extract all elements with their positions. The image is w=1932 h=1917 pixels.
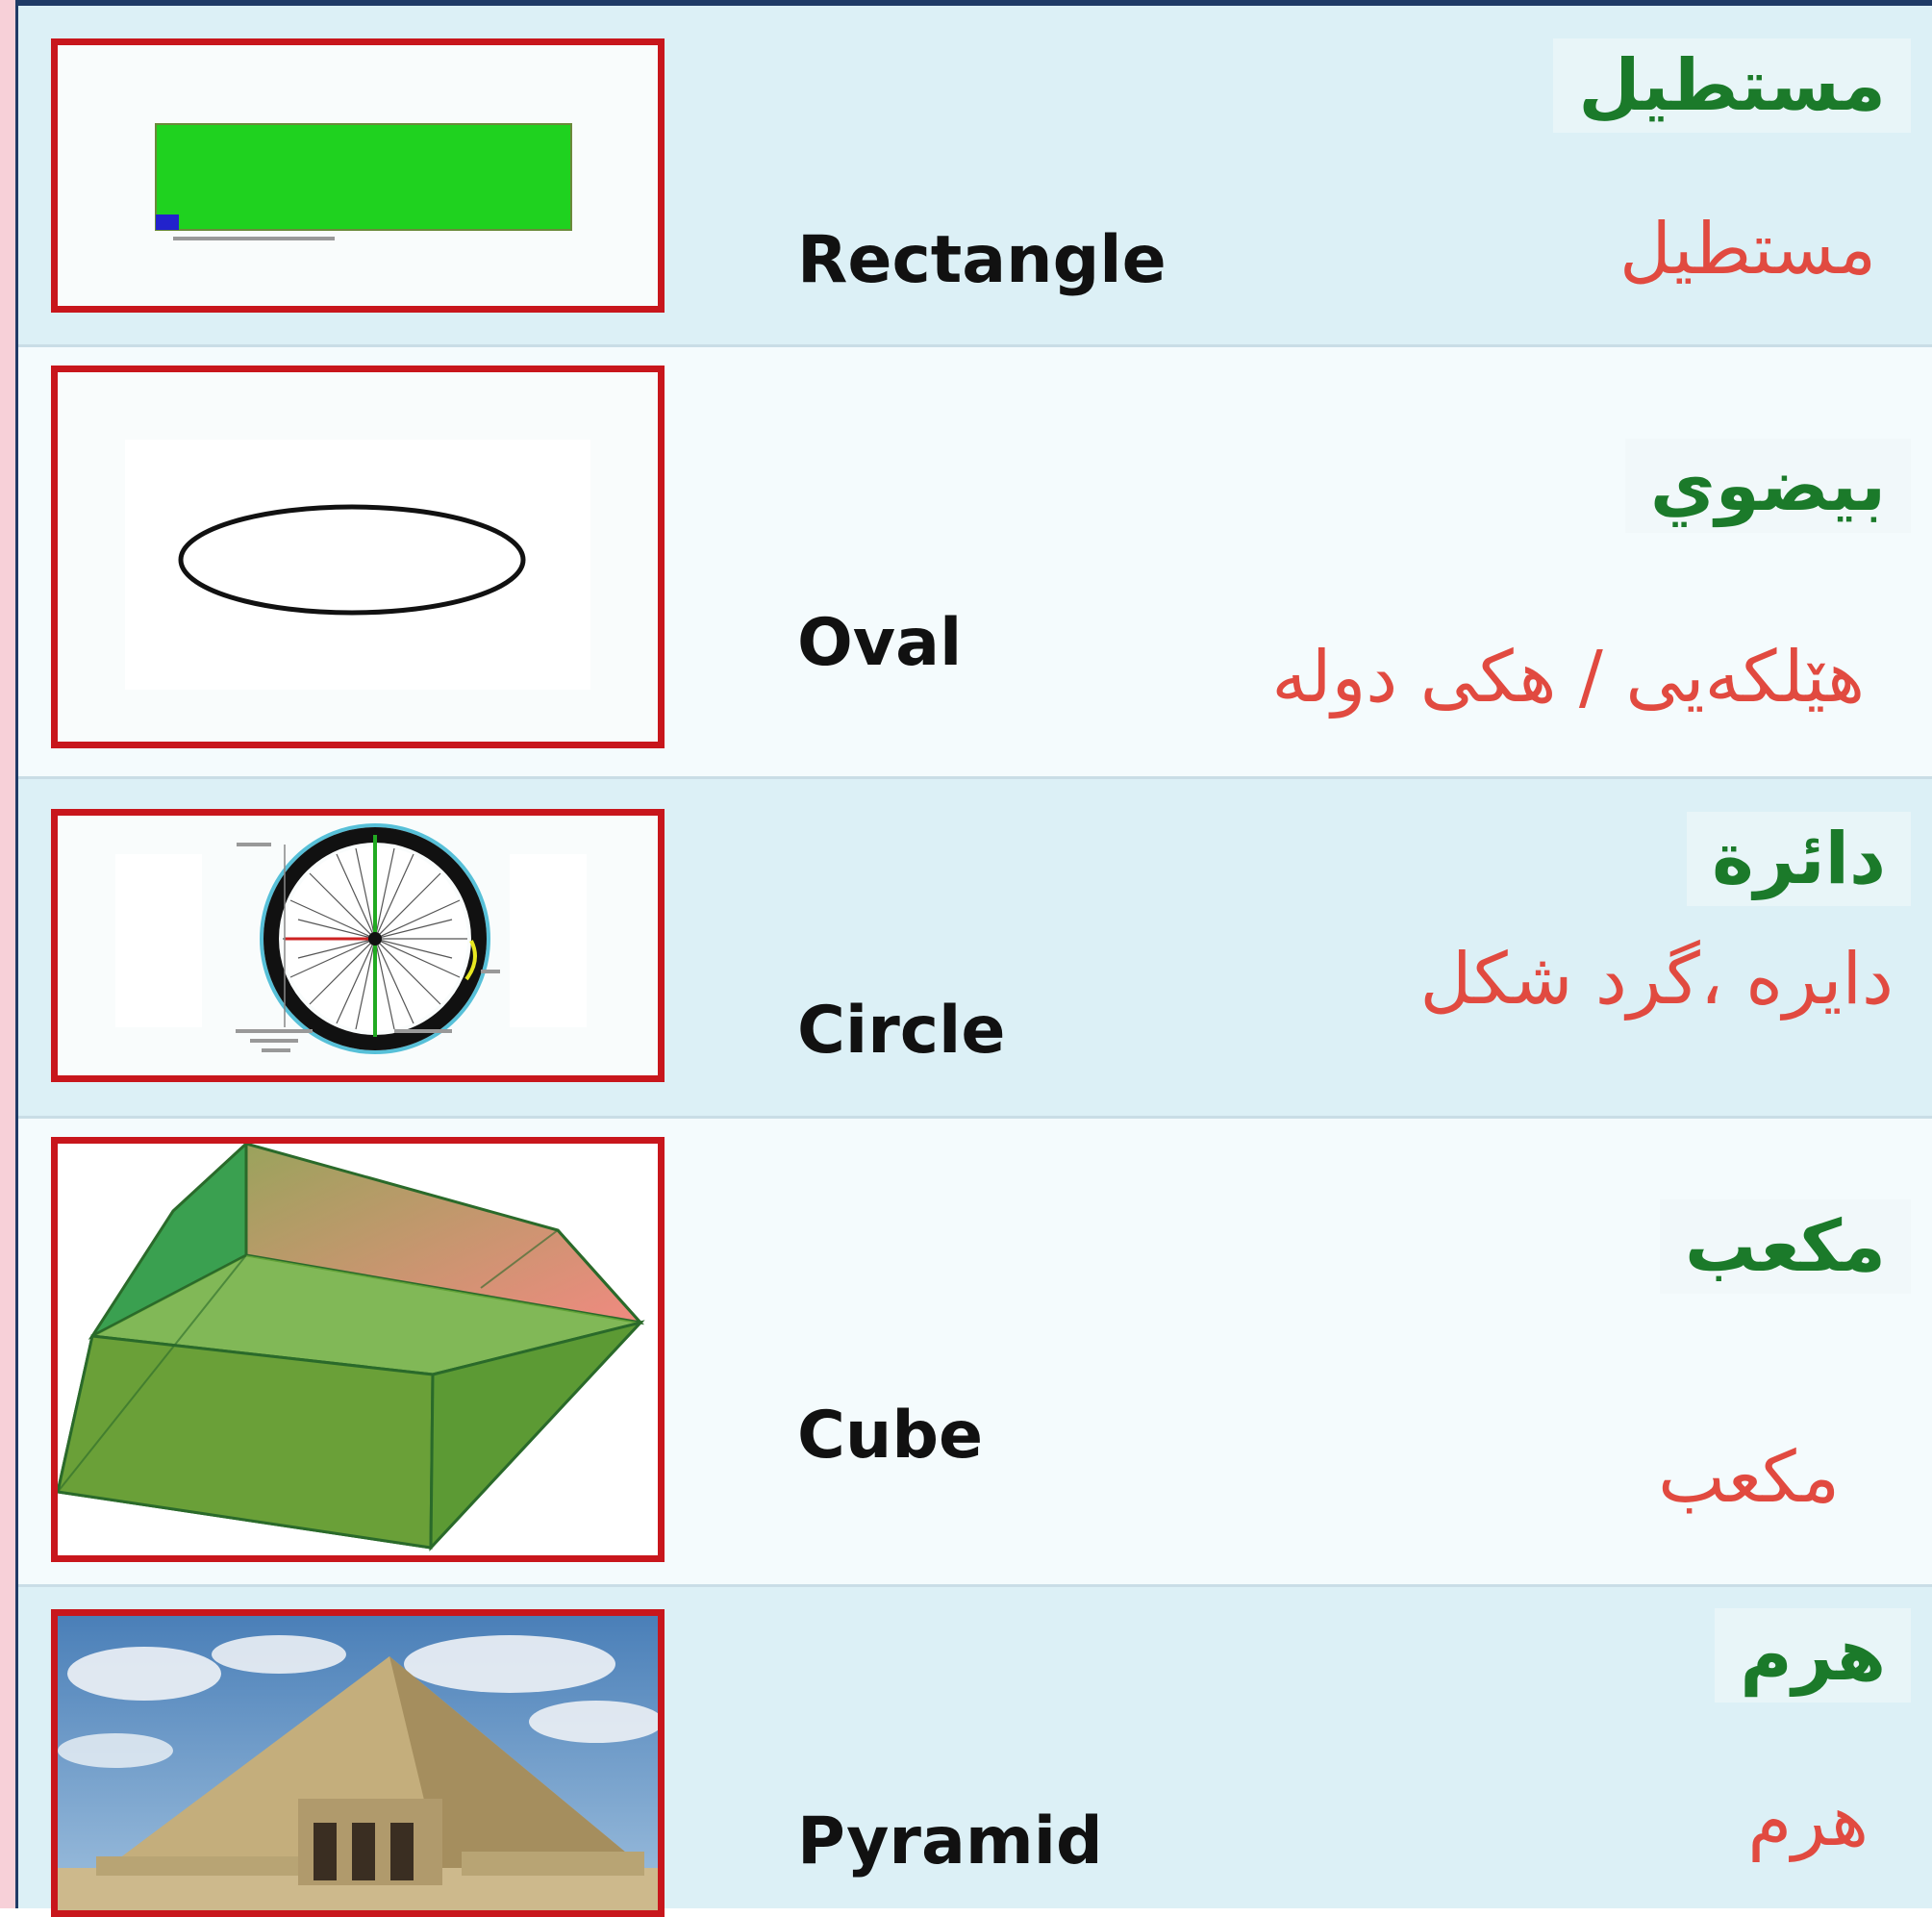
table-row-rectangle — [18, 6, 1932, 347]
arabic-term-pyramid: هرم — [1715, 1608, 1911, 1703]
table-row-cube — [18, 1119, 1932, 1587]
english-term-pyramid: Pyramid — [797, 1803, 1103, 1879]
table-row-oval — [18, 347, 1932, 779]
english-term-oval: Oval — [797, 605, 963, 681]
cube-illustration — [58, 1144, 658, 1555]
english-term-cube: Cube — [797, 1398, 984, 1474]
arabic-term-circle: دائرة — [1687, 812, 1911, 906]
translation-circle: دایره ،گرد شکل — [1419, 938, 1894, 1021]
pyramid-image-frame — [51, 1609, 665, 1917]
table-row-circle — [18, 779, 1932, 1119]
oval-illustration — [58, 372, 658, 742]
cube-image-frame — [51, 1137, 665, 1562]
rectangle-image-frame — [51, 38, 665, 313]
shapes-vocabulary-table — [18, 6, 1932, 1908]
arabic-term-cube: مكعب — [1660, 1199, 1911, 1294]
oval-image-frame — [51, 366, 665, 748]
circle-image-frame — [51, 809, 665, 1082]
english-term-rectangle: Rectangle — [797, 222, 1167, 298]
pyramid-photo — [58, 1616, 658, 1910]
arabic-term-oval: بيضوي — [1625, 439, 1911, 533]
english-term-circle: Circle — [797, 993, 1006, 1069]
left-edge — [0, 0, 15, 1908]
translation-pyramid: هرم — [1747, 1779, 1869, 1862]
arabic-term-rectangle: مستطيل — [1553, 38, 1911, 133]
circle-wheel-illustration — [58, 816, 658, 1075]
table-row-pyramid — [18, 1587, 1932, 1908]
translation-oval: هێلکەیی / هکی دوله — [1271, 636, 1865, 719]
rectangle-illustration — [58, 45, 658, 306]
translation-cube: مكعب — [1658, 1436, 1840, 1519]
translation-rectangle: مستطيل — [1618, 208, 1876, 290]
